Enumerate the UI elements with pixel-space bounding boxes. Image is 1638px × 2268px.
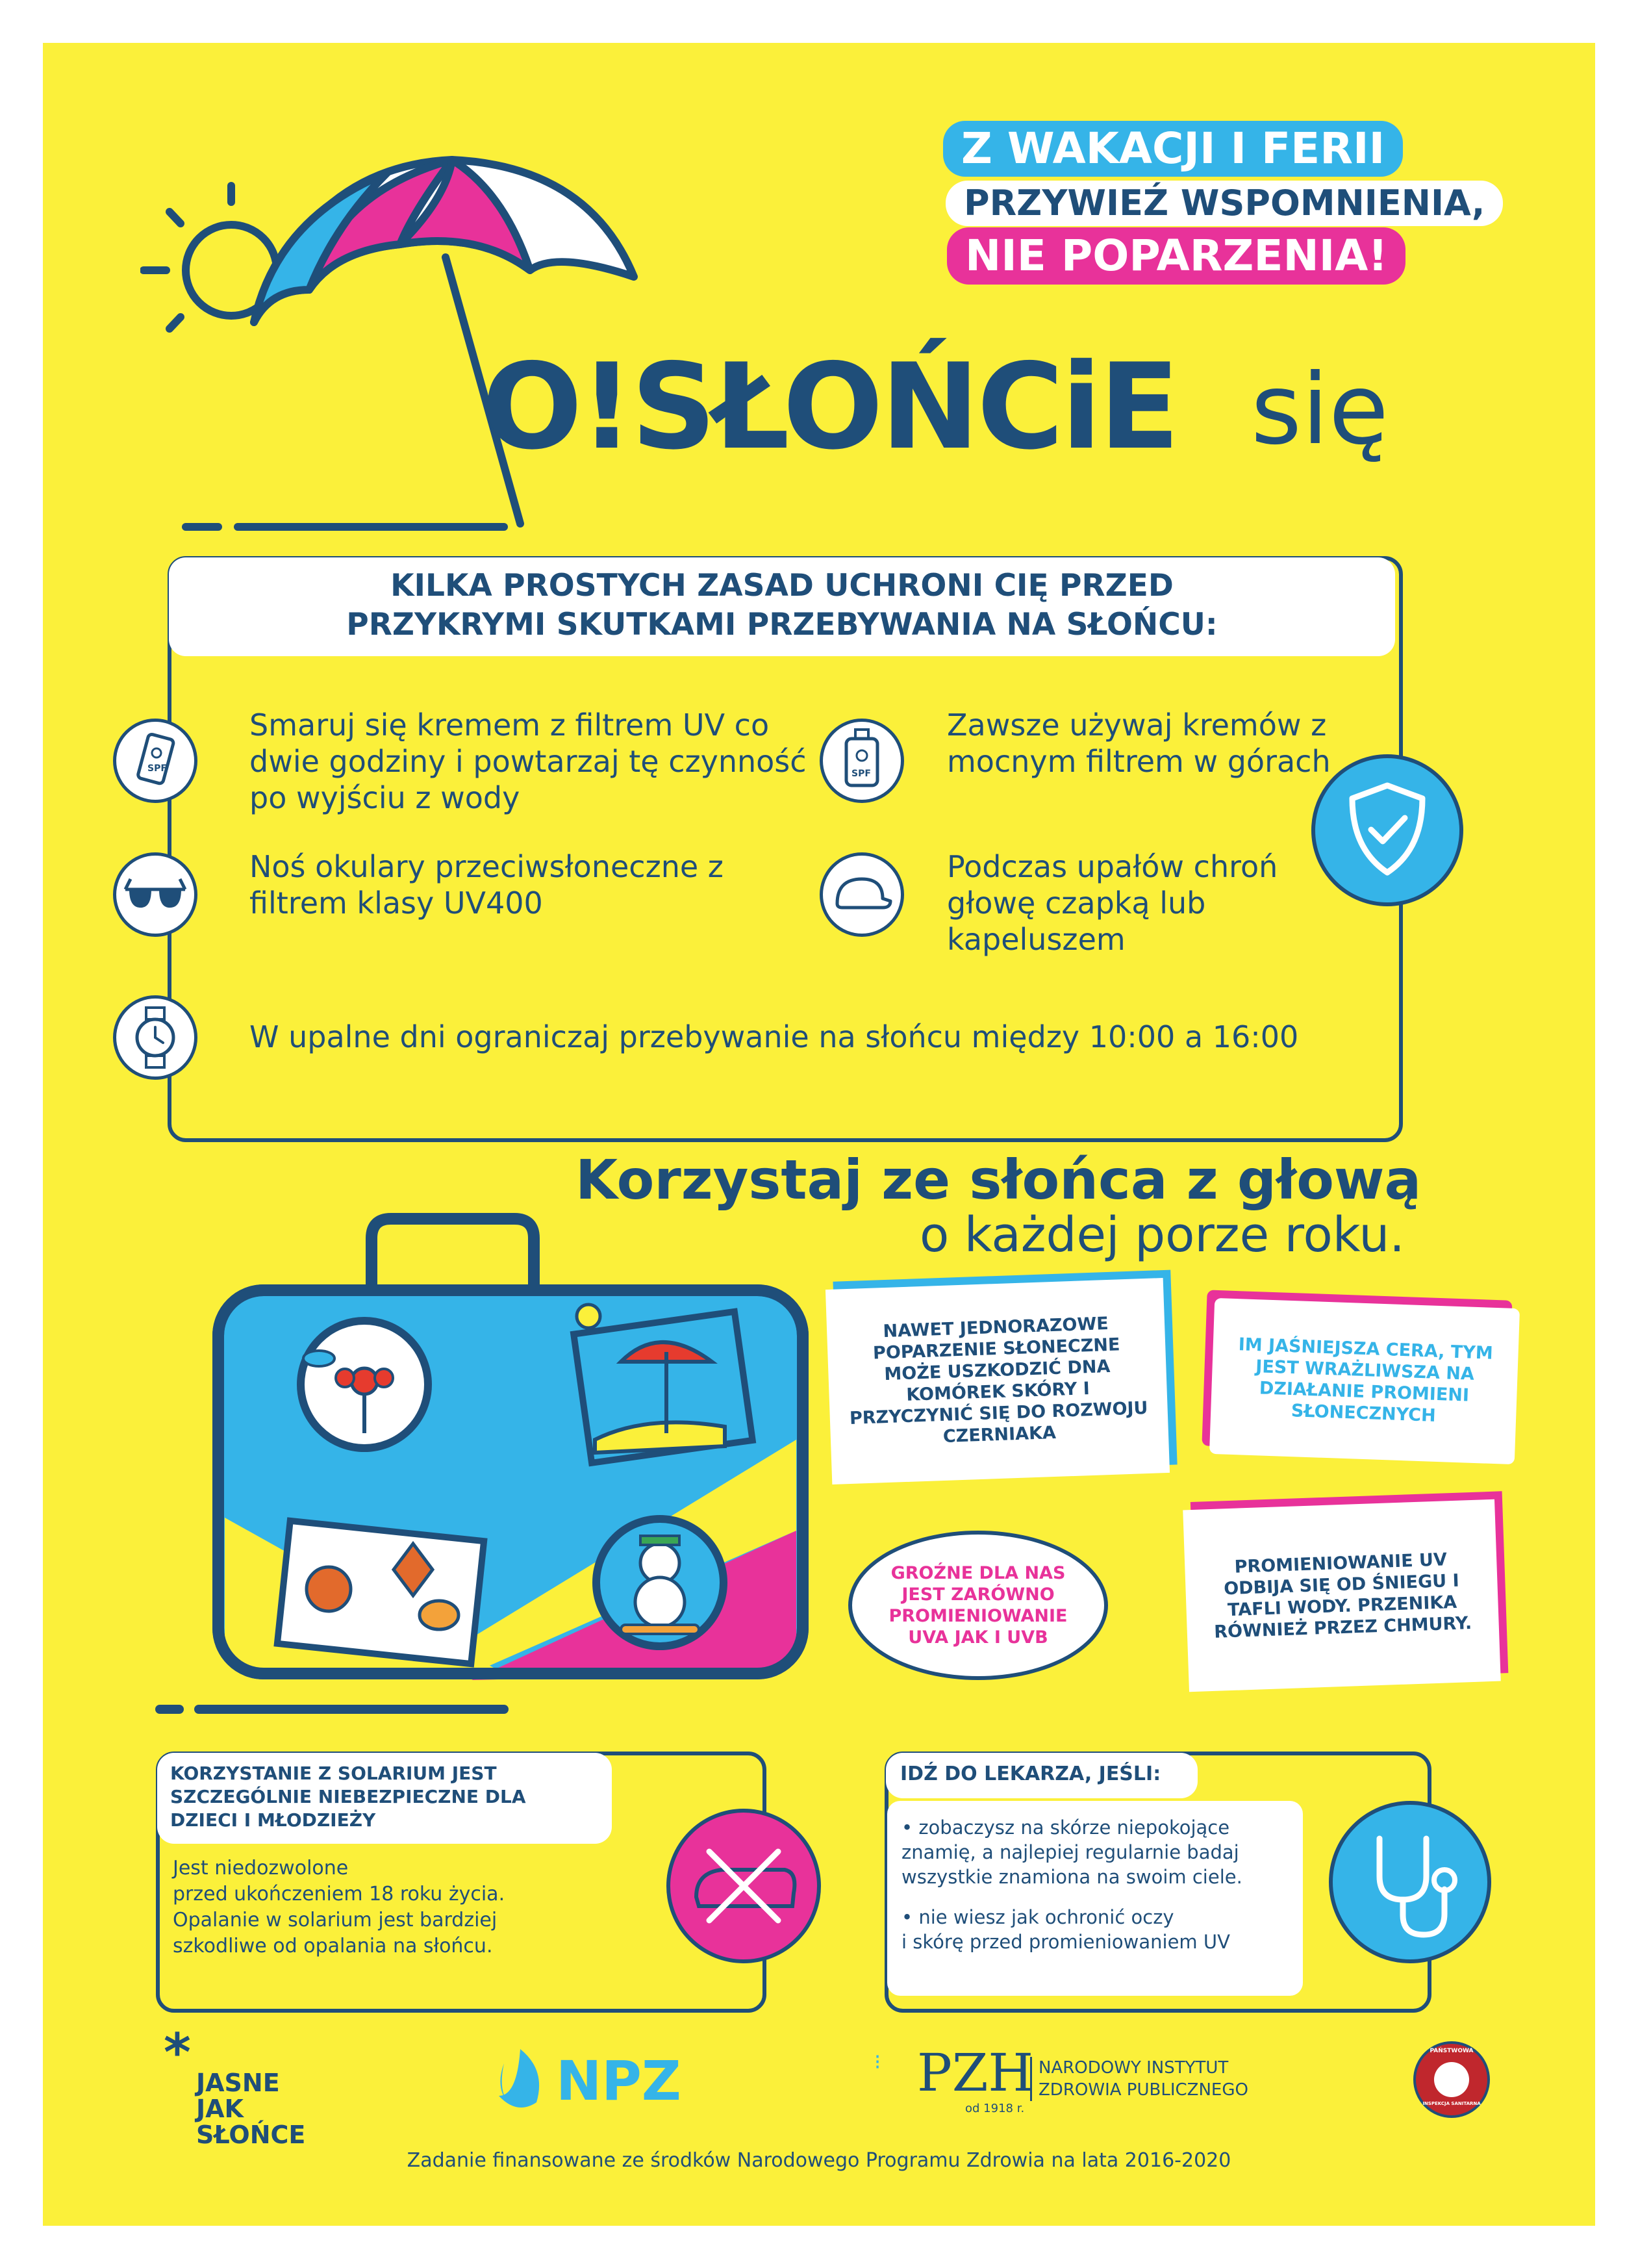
- sunscreen-tube-icon: [113, 719, 197, 803]
- page-title-suffix: się: [1251, 353, 1389, 466]
- logo-nizp-line1: NARODOWY INSTYTUT: [1039, 2058, 1229, 2078]
- logo-pzh-since: od 1918 r.: [965, 2102, 1025, 2115]
- rule-sunscreen-text: Smaruj się kremem z filtrem UV co dwie godziny i powtarzaj tę czynność po wyjściu z wody: [249, 707, 807, 815]
- dna-icon: ⁝: [874, 2050, 881, 2074]
- doctor-heading: IDŹ DO LEKARZA, JEŚLI:: [886, 1753, 1198, 1798]
- poster: [43, 43, 1595, 2226]
- cap-icon: [820, 852, 904, 937]
- solarium-crossed-icon: [666, 1809, 821, 1963]
- tagline-holidays: Z WAKACJI I FERII: [943, 121, 1403, 177]
- rule-sunglasses-text: Noś okulary przeciwsłoneczne z filtrem klasy UV400: [249, 849, 724, 921]
- rules-heading: [169, 557, 1395, 656]
- logo-jasne-line3: SŁOŃCE: [196, 2121, 306, 2149]
- doctor-list: [887, 1801, 1303, 1996]
- npz-logo-icon: [491, 2044, 549, 2115]
- solarium-body-line4: szkodliwe od opalania na słońcu.: [173, 1935, 493, 1957]
- rules-heading-line2: PRZYKRYMI SKUTKAMI PRZEBYWANIA NA SŁOŃCU:: [346, 607, 1218, 643]
- tagline-no-burns: NIE POPARZENIA!: [947, 227, 1405, 285]
- watch-icon: [113, 995, 197, 1080]
- solarium-body: [173, 1855, 505, 1959]
- doctor-item1-line1: • zobaczysz na skórze niepokojące: [901, 1816, 1230, 1839]
- funding-footer: Zadanie finansowane ze środków Narodowego Programu Zdrowia na lata 2016-2020: [407, 2149, 1231, 2172]
- doctor-item1-line3: wszystkie znamiona na swoim ciele.: [901, 1866, 1242, 1888]
- asterisk-icon: *: [164, 2022, 191, 2083]
- bubble-snow-water: PROMIENIOWANIE UV ODBIJA SIĘ OD ŚNIEGU I TAFLI WODY. PRZENIKA RÓWNIEŻ PRZEZ CHMURY.: [1183, 1499, 1500, 1692]
- rule-hours-text: W upalne dni ograniczaj przebywanie na słońcu między 10:00 a 16:00: [249, 1019, 1299, 1054]
- sunscreen-spf-label: SPF: [147, 763, 167, 774]
- logo-jasne-line2: JAK: [196, 2095, 244, 2123]
- doctor-item1-line2: znamię, a najlepiej regularnie badaj: [901, 1841, 1239, 1863]
- logo-pis-badge: [1413, 2041, 1490, 2118]
- spf-bottle-icon: [820, 719, 904, 803]
- stethoscope-icon: [1329, 1801, 1491, 1963]
- eagle-icon: [1434, 2062, 1469, 2097]
- solarium-body-line3: Opalanie w solarium jest bardziej: [173, 1909, 498, 1931]
- logo-npz: NPZ: [556, 2049, 681, 2113]
- solarium-body-line2: przed ukończeniem 18 roku życia.: [173, 1883, 505, 1905]
- doctor-item2-line2: i skórę przed promieniowaniem UV: [901, 1931, 1230, 1953]
- solarium-heading: KORZYSTANIE Z SOLARIUM JEST SZCZEGÓLNIE NIEBEZPIECZNE DLA DZIECI I MŁODZIEŻY: [157, 1753, 612, 1844]
- logo-jasne-line1: JASNE: [196, 2069, 280, 2097]
- rule-mountains-text: Zawsze używaj kremów z mocnym filtrem w górach: [947, 707, 1331, 779]
- page-title: O!SŁOŃCiE: [482, 338, 1178, 476]
- rule-hat-text: Podczas upałów chroń głowę czapką lub kapeluszem: [947, 849, 1278, 957]
- seasons-heading: Korzystaj ze słońca z głową: [575, 1148, 1422, 1212]
- logo-pzh: PZH: [917, 2043, 1034, 2103]
- sunglasses-icon: [113, 852, 197, 937]
- logo-nizp: [1030, 2057, 1248, 2101]
- logo-pis-top: PAŃSTWOWA: [1430, 2048, 1474, 2054]
- bubble-sunburn: NAWET JEDNORAZOWE POPARZENIE SŁONECZNE MOŻE USZKODZIĆ DNA KOMÓREK SKÓRY I PRZYCZYNIĆ SIĘ DO ROZWOJU CZERNIAKA: [825, 1278, 1170, 1484]
- bubble-fair-skin: IM JAŚNIEJSZA CERA, TYM JEST WRAŻLIWSZA NA DZIAŁANIE PROMIENI SŁONECZNYCH: [1209, 1298, 1520, 1464]
- bubble-uva-uvb: GROŹNE DLA NAS JEST ZARÓWNO PROMIENIOWANIE UVA JAK I UVB: [848, 1531, 1108, 1680]
- suitcase-illustration: [140, 1167, 816, 1726]
- rules-heading-line1: KILKA PROSTYCH ZASAD UCHRONI CIĘ PRZED: [390, 568, 1174, 604]
- doctor-item2-line1: • nie wiesz jak ochronić oczy: [901, 1906, 1174, 1928]
- logo-nizp-line2: ZDROWIA PUBLICZNEGO: [1039, 2080, 1248, 2100]
- logo-pis-bottom: INSPEKCJA SANITARNA: [1422, 2101, 1481, 2106]
- logo-jasne-jak-slonce: [196, 2070, 305, 2148]
- bottle-spf-label: SPF: [851, 769, 871, 779]
- solarium-body-line1: Jest niedozwolone: [173, 1857, 349, 1879]
- tagline-memories: PRZYWIEŹ WSPOMNIENIA,: [946, 181, 1503, 226]
- seasons-subheading: o każdej porze roku.: [920, 1207, 1405, 1263]
